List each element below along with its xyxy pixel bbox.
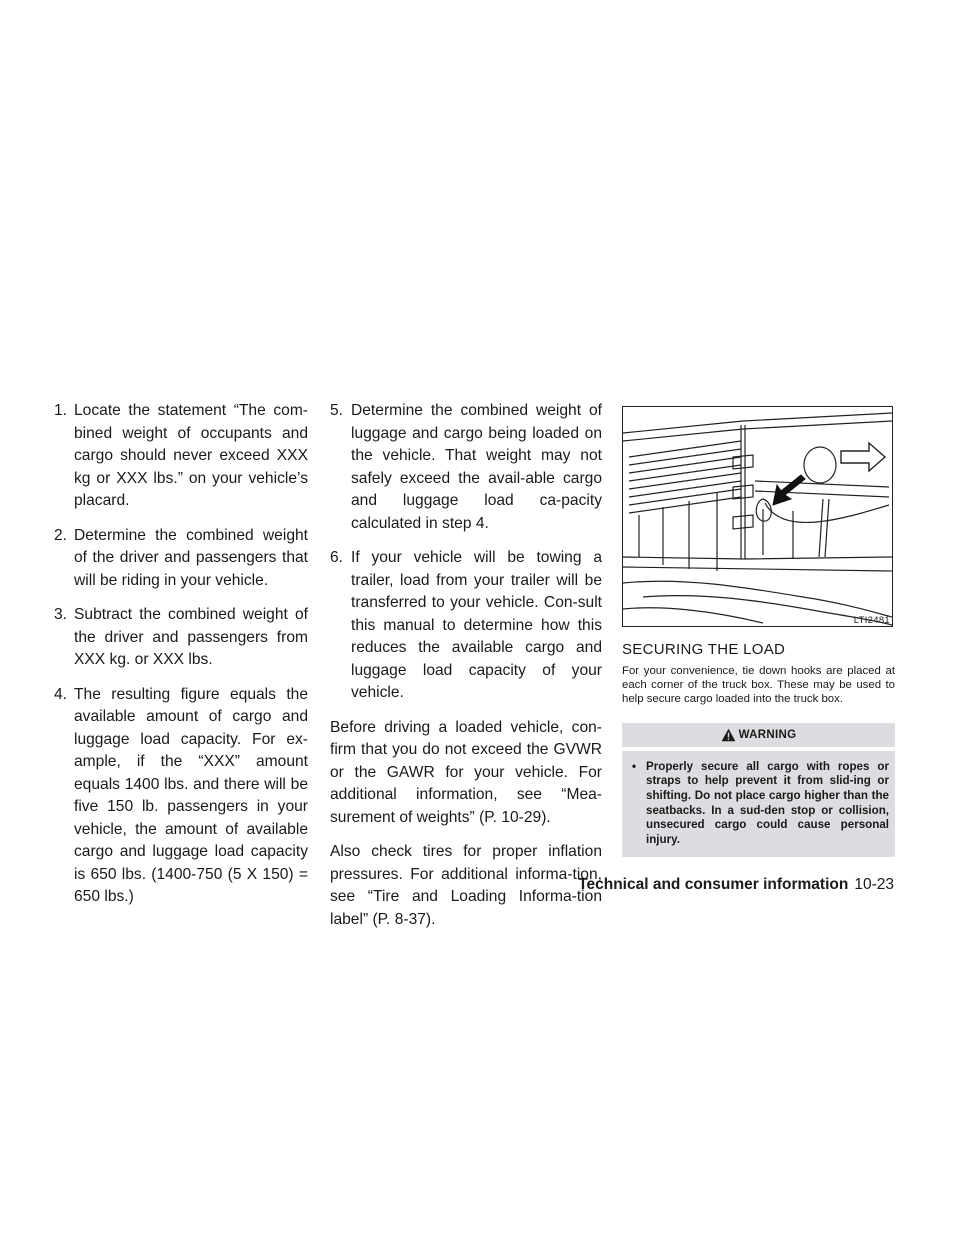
section-title: SECURING THE LOAD xyxy=(622,641,786,658)
steps-list-1 xyxy=(54,400,308,909)
right-column xyxy=(622,406,895,857)
truck-bed-illustration xyxy=(622,406,893,627)
figure-code: LTI2481 xyxy=(853,615,890,626)
warning-body xyxy=(622,751,895,857)
truck-bed-drawing xyxy=(623,407,892,626)
warning-icon xyxy=(721,728,736,742)
step-item: 4. The resulting figure equals the available amount of cargo and luggage load capacity. For ex-ample, if the “XXX” amount equals 1400 lbs. and there will be five 150 lb. passengers in your vehicle, the amount of available cargo and luggage load capacity is 650 lbs. (1400-750 (5 X 150) = 650 lbs.) xyxy=(54,685,308,905)
steps-list-2 xyxy=(330,400,602,705)
page-number: 10-23 xyxy=(854,876,894,893)
step-item: 5. Determine the combined weight of luggage and cargo being loaded on the vehicle. That weight may not safely exceed the avail-able cargo and luggage load ca-pacity calculated in step 4. xyxy=(330,402,602,532)
section-body: For your convenience, tie down hooks are placed at each corner of the truck box. These may be used to help secure cargo loaded into the truck box. xyxy=(622,665,895,706)
page-footer xyxy=(578,876,894,894)
warning-box xyxy=(622,723,895,857)
warning-text: Properly secure all cargo with ropes or straps to help prevent it from slid-ing or shifting. Do not place cargo higher than the seatbacks. In a sud-den stop or collision, unsecured cargo could cause personal injury. xyxy=(646,759,889,847)
bullet: • xyxy=(632,759,637,773)
warning-header xyxy=(622,723,895,751)
footer-section-name: Technical and consumer information xyxy=(578,876,849,893)
step-item: 3. Subtract the combined weight of the driver and passengers from XXX kg. or XXX lbs. xyxy=(54,606,308,668)
body-paragraph: Before driving a loaded vehicle, con-firm that you do not exceed the GVWR or the GAWR for your vehicle. For additional information, see “Mea-surement of weights” (P. 10-29). xyxy=(330,718,602,826)
step-item: 2. Determine the combined weight of the driver and passengers that will be riding in your vehicle. xyxy=(54,526,308,589)
middle-column xyxy=(330,400,602,943)
left-column xyxy=(54,400,308,921)
body-paragraph: Also check tires for proper inflation pressures. For additional informa-tion, see “Tire and Loading Informa-tion label” (P. 8-37). xyxy=(330,843,602,928)
warning-item xyxy=(628,760,889,848)
step-item: 6. If your vehicle will be towing a trailer, load from your trailer will be transferred to your vehicle. Con-sult this manual to determine how this reduces the available cargo and luggage load capacity of your vehicle. xyxy=(330,549,602,701)
step-item: 1. Locate the statement “The com-bined weight of occupants and cargo should never exceed XXX kg or XXX lbs.” on your vehicle’s placard. xyxy=(54,402,308,509)
warning-label: WARNING xyxy=(738,728,797,741)
